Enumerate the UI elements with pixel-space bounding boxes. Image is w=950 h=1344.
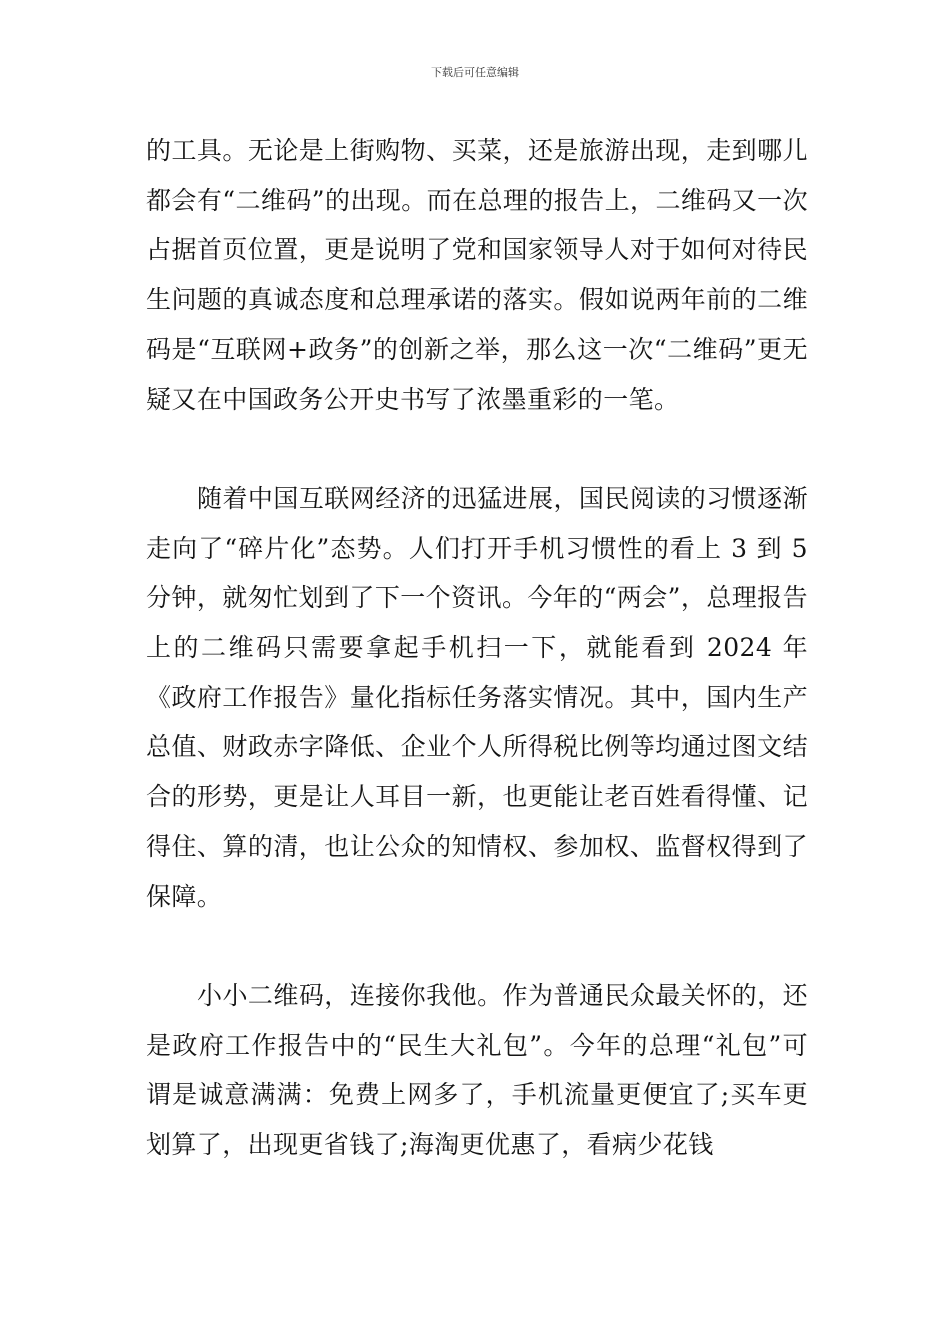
paragraph-1: 的工具。无论是上街购物、买菜，还是旅游出现，走到哪儿都会有“二维码”的出现。而在总理的报告上，二维码又一次占据首页位置，更是说明了党和国家领导人对于如何对待民生问题的真诚态度和总理承诺的落实。假如说两年前的二维码是“互联网+政务”的创新之举，那么这一次“二维码”更无疑又在中国政务公开史书写了浓墨重彩的一笔。 (146, 136, 808, 414)
document-body (146, 126, 808, 1170)
page-header-note: 下载后可任意编辑 (431, 66, 519, 79)
paragraph-3: 小小二维码，连接你我他。作为普通民众最关怀的，还是政府工作报告中的“民生大礼包”。今年的总理“礼包”可谓是诚意满满：免费上网多了，手机流量更便宜了;买车更划算了，出现更省钱了;海淘更优惠了，看病少花钱 (146, 980, 808, 1160)
paragraph-2: 随着中国互联网经济的迅猛进展，国民阅读的习惯逐渐走向了“碎片化”态势。人们打开手机习惯性的看上 3 到 5 分钟，就匆忙划到了下一个资讯。今年的“两会”，总理报告上的二维码只需要拿起手机扫一下，就能看到 2024 年《政府工作报告》量化指标任务落实情况。其中，国内生产总值、财政赤字降低、企业个人所得税比例等均通过图文结合的形势，更是让人耳目一新，也更能让老百姓看得懂、记得住、算的清，也让公众的知情权、参加权、监督权得到了保障。 (146, 483, 808, 911)
